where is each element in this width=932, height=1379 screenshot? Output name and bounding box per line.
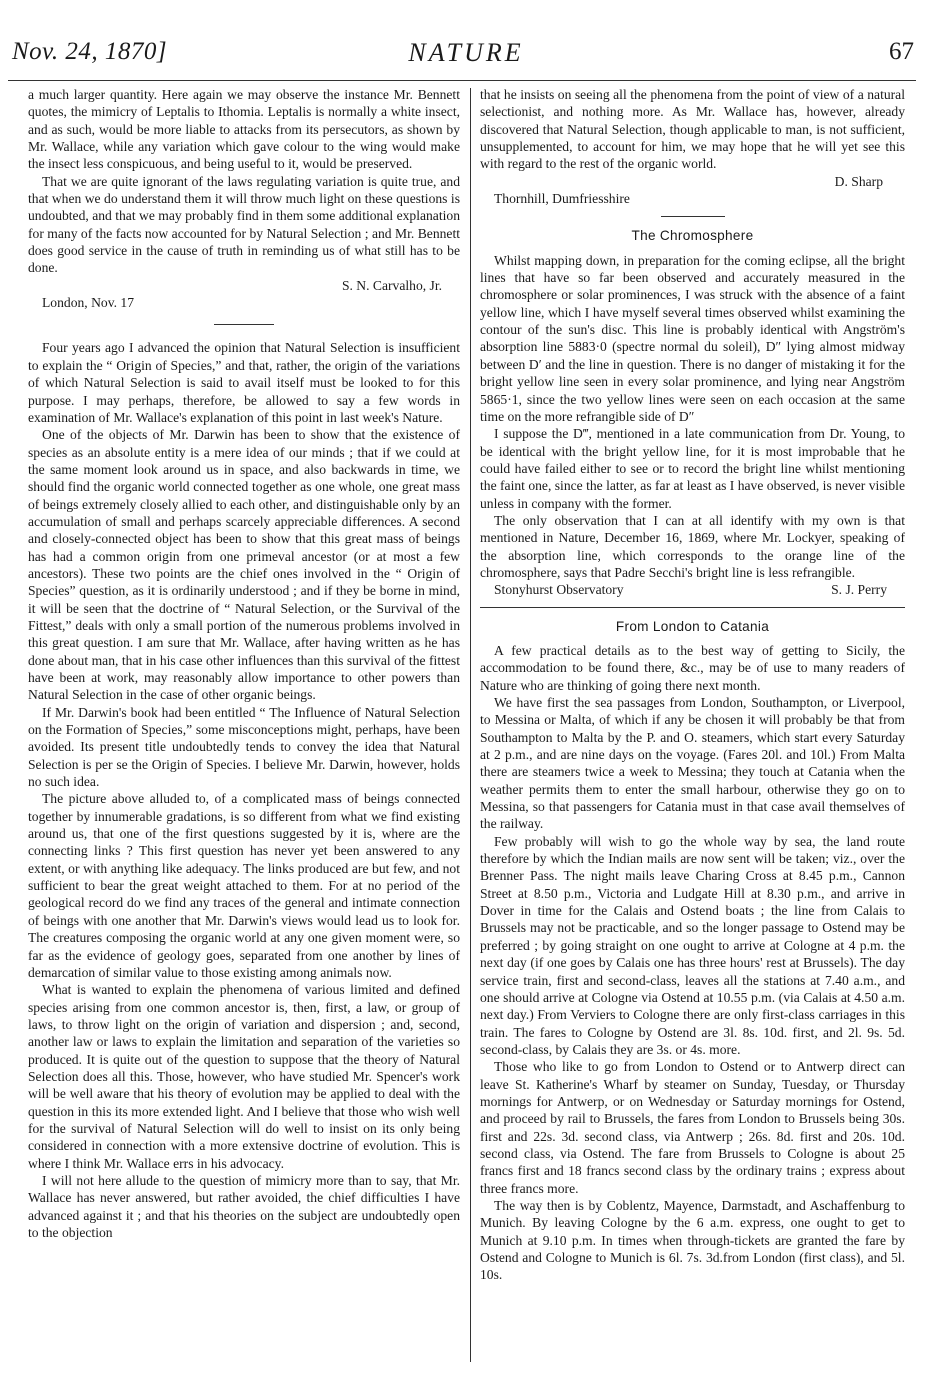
letter-paragraph: That we are quite ignorant of the laws regulating variation is quite true, and that when we do understand them it will throw much light on these questions is undoubted, and that we may probably find in them some additional explanation for many of the facts now accounted for by Natural Selection ; and Mr. Bennett does good service in the cause of truth in reminding us of what still has to be done. (28, 173, 460, 276)
letter-paragraph: a much larger quantity. Here again we may observe the instance Mr. Bennett quotes, the mimicry of Leptalis to Ithomia. Leptalis is normally a white insect, and as such, would be more liable to attacks from its persecutors, as shown by Mr. Wallace, while any variation which gave colour to the wing would make the insect less conspicuous, and being useful to it, would be preserved. (28, 87, 460, 172)
letter-paragraph: What is wanted to explain the phenomena of various limited and defined species arising from one common ancestor is, then, first, a law, or group of laws, to throw light on the origin of variation and dispersion ; and, second, another law or laws to explain the limitation and separation of the varieties so produced. It is quite out of the question to suppose that the theory of Natural Selection does all this. Those, however, who have studied Mr. Spencer's work will be well aware that his theory of evolution may be applied to deal with the question in this its more extended light. And I believe that those who wish well for the survival of Natural Selection will do well to insist on its only being considered in connection with a more extensive doctrine of evolution. This is where I think Mr. Wallace errs in his advocacy. (28, 982, 460, 1171)
header-rule (8, 80, 916, 81)
letter-paragraph: Few probably will wish to go the whole way by sea, the land route therefore by which the Indian mails are now sent will be taken; viz., over the Brenner Pass. The night mails leave Charing Cross at 8.45 p.m., Cannon Street at 8.50 p.m., Victoria and Ludgate Hill at 8.30 p.m., and arrive in Dover in time for the Calais and Ostend boats ; the line from Calais to Brussels may not be practicable, and so the longer passage to Ostend may be preferred ; by going straight on one ought to arrive at Cologne at 4 p.m. the next day (if one goes by Calais one has three hours' rest at Brussels). The day service train, first and second-class, leaves all the stations at 7.40 a.m., and one should arrive at Cologne via Ostend at 10.55 p.m. (via Calais at 4.50 a.m. next day.) From Verviers to Cologne there are only first-class carriages in this train. The fares to Cologne by Ostend are 3l. 8s. 10d. first, and 2l. 9s. 5d. second-class, by Calais they are 3s. or 4s. more. (480, 833, 905, 1057)
signature-line (480, 581, 905, 598)
letter-place-date: London, Nov. 17 (42, 295, 135, 311)
letter-paragraph: Whilst mapping down, in preparation for the coming eclipse, all the bright lines that have so far been observed and accurately measured in the chromosphere or solar prominences, I was struck with the absence of a faint yellow line, which I have myself several times observed whilst examining the contour of the sun's disc. This line is probably identical with Angström's absorption line 5883·0 (spectre normal du soleil), D″ lying almost midway between D′ and the line in question. There is no danger of mistaking it for the bright yellow line seen in every solar prominence, and lying near Angström 5865·1, since the two yellow lines were seen on each occasion at the same time on the more refrangible side of D″ (480, 252, 905, 424)
letter-place: Thornhill, Dumfriesshire (494, 191, 630, 207)
letter-paragraph: A few practical details as to the best way of getting to Sicily, the accommodation to be found there, &c., may be of use to many readers of Nature who are thinking of going there next month. (480, 642, 905, 693)
letter-paragraph: Those who like to go from London to Ostend or to Antwerp direct can leave St. Katherine's Wharf by steamer on Sunday, Tuesday, or Thursday mornings for Antwerp, or on Wednesday or Saturday mornings for Ostend, and proceed by rail to Brussels, the fares from London to Brussels being 30s. first and 22s. 3d. second class, via Antwerp ; 26s. 8d. first and 20s. 10d. second class, via Ostend. The fare from Brussels to Cologne is about 25 francs first and 18 francs second class by the ordinary trains ; express about three francs more. (480, 1059, 905, 1196)
section-rule (480, 607, 905, 608)
journal-title: NATURE (408, 38, 524, 67)
section-title-chromosphere: The Chromosphere (631, 228, 754, 244)
section-divider (214, 324, 274, 325)
letter-paragraph: I suppose the D‴, mentioned in a late communication from Dr. Young, to be identical with the bright yellow line, for it is most improbable that he could have failed either to see or to record the bright line whilst mentioning the faint one, since the latter, as far at least as I have observed, is never visible unless in company with the former. (480, 426, 905, 511)
section-divider (661, 216, 725, 217)
letter-paragraph: We have first the sea passages from London, Southampton, or Liverpool, to Messina or Malta, of which if any be chosen it will probably be that from Southampton to Malta by the P. and O. steamers, which start every Saturday at 2 p.m., and are nine days on the voyage. (Fares 20l. and 10l.) From Malta there are steamers twice a week to Messina; they touch at Catania when the weather permits them to enter the small harbour, otherwise they go on to Messina, so that passengers for Catania must in that case avail themselves of the railway. (480, 695, 905, 832)
right-column (480, 86, 905, 1284)
section-title-catania: From London to Catania (615, 618, 770, 634)
letter-paragraph: One of the objects of Mr. Darwin has been to show that the existence of species as an absolute entity is a mere idea of our minds ; that if we could at the same moment look around us in space, and also backwards in time, we should find the organic world connected together as one whole, one great mass of beings extremely closely allied to each other, and distinguishable only by an accumulation of small and perhaps scarcely appreciable differences. A second and closely-connected object has been to show that this great mass of beings has had a common origin from one primeval ancestor (or at most a few ancestors). These two points are the chief ones involved in the “ Origin of Species” question, as it is ordinarily understood ; and if they be borne in mind, it will be seen that the doctrine of “ Natural Selection, or the Survival of the Fittest,” deals with only a small portion of the numerous problems involved in this great question. I am sure that Mr. Wallace, after having written as he has done about man, that in his case other influences than this survival of the fittest have been at work, may reasonably allow importance to other powers than Natural Selection in the case of other organic beings. (28, 427, 460, 703)
letter-paragraph: The picture above alluded to, of a complicated mass of beings connected together by innumerable gradations, is so different from what we find existing around us, that one of the first questions suggested by it is, where are the connecting links ? This first question has never yet been answered to any extent, or with anything like adequacy. The links produced are but few, and not sufficient to bear the great weight attached to them. For at no period of the geological record do we find any traces of the general and intimate connection of beings with one another that Mr. Darwin's views would lead us to look for. The creatures composing the organic world at any one given moment were, so far as the evidence of geology goes, separated from one another by lines of demarcation of similar value to those existing among animals now. (28, 791, 460, 980)
letter-paragraph: I will not here allude to the question of mimicry more than to say, that Mr. Wallace has never answered, but rather avoided, the chief difficulties I have advanced against it ; and that his theories on the subject are undoubtedly open to the objection (28, 1172, 460, 1240)
letter-paragraph: The way then is by Coblentz, Mayence, Darmstadt, and Aschaffenburg to Munich. By leaving Cologne by the 6 a.m. express, one ought to get to Munich at 9.10 p.m. In times when through-tickets are granted the fare by Ostend and Cologne to Munich is 6l. 7s. 3d.from London (first class), and 5l. 10s. (480, 1197, 905, 1283)
header-date: Nov. 24, 1870] (12, 38, 168, 65)
letter-signature: S. J. Perry (831, 582, 887, 598)
page-number: 67 (889, 38, 914, 65)
letter-place: Stonyhurst Observatory (494, 582, 624, 598)
left-column (28, 86, 460, 1241)
column-divider (470, 88, 471, 1362)
letter-paragraph: If Mr. Darwin's book had been entitled “ The Influence of Natural Selection on the Formation of Species,” some misconceptions might, perhaps, have been avoided. Its present title undoubtedly tends to convey the idea that Natural Selection is per se the Origin of Species. I believe Mr. Darwin, however, holds no such idea. (28, 704, 460, 790)
letter-paragraph: Four years ago I advanced the opinion that Natural Selection is insufficient to explain the “ Origin of Species,” and that, rather, the origin of the variations of which Natural Selection is said to avail itself must be looked to for this purpose. I may perhaps, therefore, be allowed to say a few words in examination of Mr. Wallace's explanation of this point in last week's Nature. (28, 340, 460, 425)
letter-paragraph: The only observation that I can at all identify with my own is that mentioned in Nature, December 16, 1869, where Mr. Lockyer, speaking of the absorption line, which corresponds to the orange line of the chromosphere, says that Padre Secchi's bright line is less refrangible. (480, 512, 905, 580)
letter-signature: D. Sharp (834, 173, 883, 189)
letter-paragraph: that he insists on seeing all the phenomena from the point of view of a natural selectionist, and nothing more. As Mr. Wallace has, however, already discovered that Natural Selection, though applicable to man, is not sufficient, unsupplemented, to account for him, we may hope that he will yet see this with regard to the rest of the organic world. (480, 87, 905, 172)
letter-signature: S. N. Carvalho, Jr. (341, 277, 442, 293)
